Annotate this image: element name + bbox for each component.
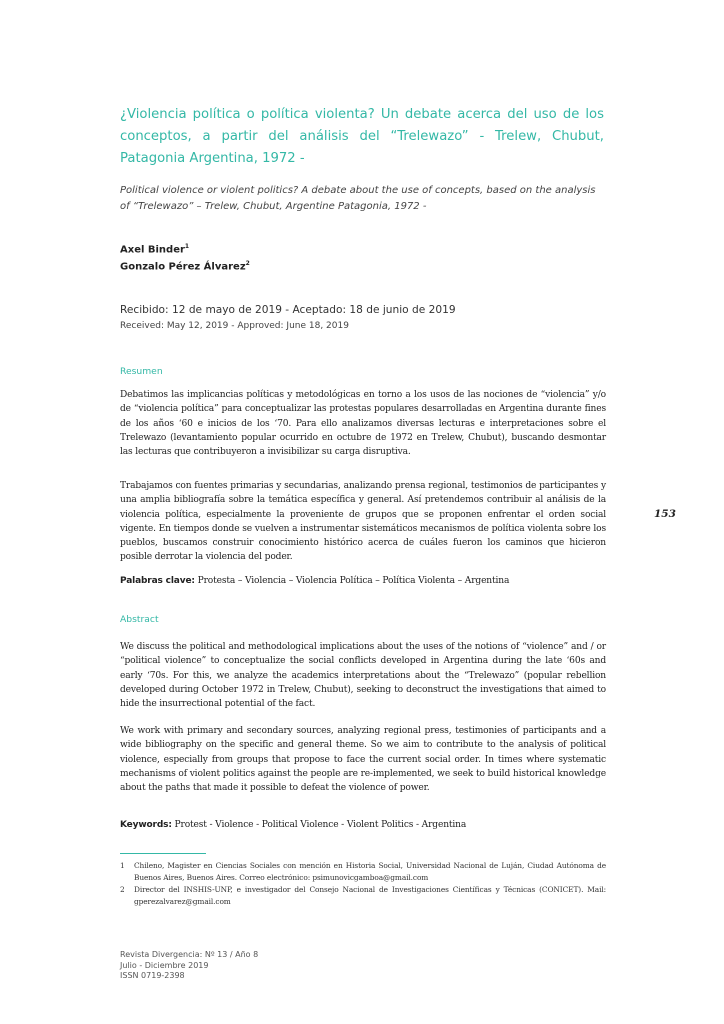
author: Axel Binder$^1$ xyxy=(120,243,190,256)
received-date-spanish: Recibido: 12 de mayo de 2019 - Aceptado: 18 de junio de 2019 xyxy=(120,304,456,316)
resumen-heading: Resumen xyxy=(120,366,163,377)
footnote-divider xyxy=(120,853,206,854)
resumen-paragraph: Debatimos las implicancias políticas y metodológicas en torno a los usos de las nociones de “violencia” y/o de “violencia política” para conceptualizar las protestas populares desarrolladas en Argentina durante fines de los años ‘60 e inicios de los ‘70. Para ello analizamos diversas lecturas e interpretaciones sobre el Trelewazo (levantamiento popular ocurrido en octubre de 1972 en Trelew, Chubut), buscando desmontar las lecturas que contribuyeron a invisibilizar su carga disruptiva. xyxy=(120,390,606,458)
journal-footer xyxy=(120,950,258,982)
keywords-list: Protesta – Violencia – Violencia Política – Política Violenta – Argentina xyxy=(197,576,510,586)
footnote xyxy=(120,884,606,907)
footnote-text: Director del INSHIS-UNP, e investigador del Consejo Nacional de Investigaciones Científicas y Técnicas (CONICET). Mail: gperezalvarez@gmail.com xyxy=(134,885,606,906)
footnote xyxy=(120,860,606,883)
resumen-paragraph: Trabajamos con fuentes primarias y secundarias, analizando prensa regional, testimonios de participantes y una amplia bibliografía sobre la temática específica y general. Así pretendemos contribuir al análisis de la violencia política, especialmente la proveniente de grupos que se proponen enfrentar el orden social vigente. En tiempos donde se vuelven a instrumentar sistemáticos mecanismos de política violenta sobre los pueblos, buscamos construir conocimiento histórico acerca de cuáles fueron los caminos que hicieron posible derrotar la violencia del poder. xyxy=(120,481,606,563)
page-number: 153 xyxy=(654,508,676,520)
article-title: ¿Violencia política o política violenta? Un debate acerca del uso de los conceptos, a partir del análisis del “Trelewazo” - Trelew, Chubut, Patagonia Argentina, 1972 - xyxy=(120,107,604,166)
abstract-paragraph: We discuss the political and methodological implications about the uses of the notions of “violence” and / or “political violence” to conceptualize the social conflicts developed in Argentina during the late ‘60s and early ‘70s. For this, we analyze the academics interpretations about the “Trelewazo” (popular rebellion developed during October 1972 in Trelew, Chubut), seeking to deconstruct the investigations that aimed to hide the insurrectional potential of the fact. xyxy=(120,642,606,710)
author-list xyxy=(120,240,250,275)
keywords-list: Protest - Violence - Political Violence - Violent Politics - Argentina xyxy=(174,820,467,830)
author: Gonzalo Pérez Álvarez$^2$ xyxy=(120,260,250,273)
footnote-text: Chileno, Magister en Ciencias Sociales con mención en Historia Social, Universidad Nacional de Luján, Ciudad Autónoma de Buenos Aires, Buenos Aires. Correo electrónico: psimunovicgamboa@gmail.com xyxy=(134,861,606,882)
palabras-clave xyxy=(120,576,606,586)
article-subtitle-english: Political violence or violent politics? A debate about the use of concepts, based on the analysis of “Trelewazo” – Trelew, Chubut, Argentine Patagonia, 1972 - xyxy=(120,185,596,212)
abstract-paragraph: We work with primary and secondary sources, analyzing regional press, testimonies of participants and a wide bibliography on the specific and general theme. So we aim to contribute to the analysis of political violence, especially from groups that propose to face the current social order. In times where systematic mechanisms of violent politics against the people are re-implemented, we seek to build historical knowledge about the paths that made it possible to defeat the violence of power. xyxy=(120,726,606,794)
received-date-english: Received: May 12, 2019 - Approved: June 18, 2019 xyxy=(120,321,349,331)
keywords xyxy=(120,820,606,830)
footnote-ref[interactable]: 1 xyxy=(184,243,190,250)
keywords-label: Keywords: xyxy=(120,820,172,830)
journal-period: Julio - Diciembre 2019 xyxy=(120,960,209,970)
journal-name: Revista Divergencia: Nº 13 / Año 8 xyxy=(120,950,259,959)
footnote-number: 1 xyxy=(120,861,125,870)
abstract-heading: Abstract xyxy=(120,614,159,625)
keywords-label: Palabras clave: xyxy=(120,576,195,586)
footnote-ref[interactable]: 2 xyxy=(245,260,250,268)
footnote-number: 2 xyxy=(120,885,125,894)
journal-issn: ISSN 0719-2398 xyxy=(120,971,185,980)
